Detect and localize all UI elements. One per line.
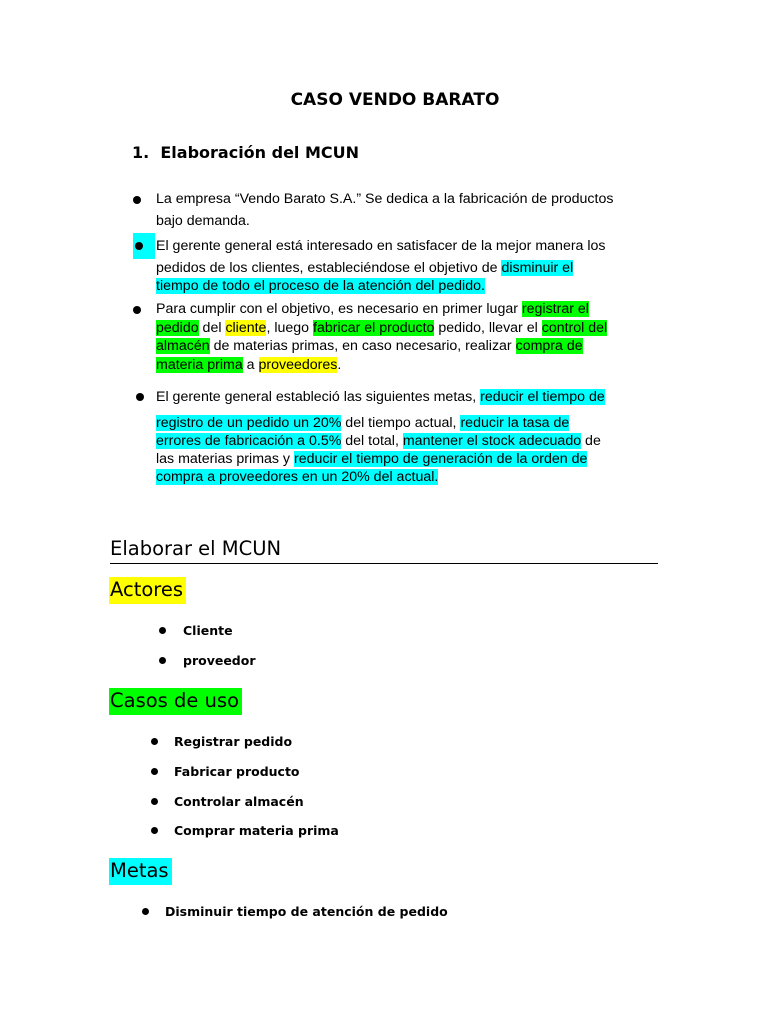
bullet-icon — [159, 657, 166, 664]
bullet-icon — [151, 738, 158, 745]
highlight-text: materia prima — [156, 356, 243, 373]
highlight-text: almacén — [156, 338, 210, 354]
paragraph-4 — [156, 388, 666, 486]
highlight-text: registro de un pedido un 20% — [156, 415, 342, 431]
highlight-text: compra a proveedores en un 20% del actual. — [156, 469, 439, 485]
text-span: pedidos de los clientes, estableciéndose el objetivo de — [156, 260, 502, 276]
highlight-text: compra de — [515, 338, 583, 354]
highlight-text: pedido — [156, 319, 199, 336]
list-item: Comprar materia prima — [174, 823, 339, 838]
bullet-icon — [151, 798, 158, 805]
bullet-icon — [151, 827, 158, 834]
heading-underline — [110, 563, 658, 564]
text-span: de materias primas, en caso necesario, realizar — [209, 338, 516, 354]
section-heading — [132, 143, 359, 162]
bullet-icon — [135, 242, 143, 250]
highlight-text: cliente — [225, 319, 267, 336]
text-span: las materias primas y — [156, 451, 294, 467]
highlight-text: proveedores — [258, 356, 338, 373]
text-span: Para cumplir con el objetivo, es necesario en primer lugar — [156, 301, 522, 317]
paragraph-1 — [156, 190, 666, 230]
paragraph-3 — [156, 300, 666, 374]
bullet-icon — [133, 306, 141, 314]
text-span: del tiempo actual, — [341, 415, 461, 431]
highlight-text: mantener el stock adecuado — [402, 433, 582, 449]
highlight-text: disminuir el — [501, 260, 574, 276]
highlight-text: control del — [541, 319, 608, 336]
bullet-icon — [151, 768, 158, 775]
text-span: de — [581, 433, 601, 449]
bullet-icon — [159, 627, 166, 634]
heading-actores: Actores — [109, 577, 186, 604]
text-line: La empresa “Vendo Barato S.A.” Se dedica a la fabricación de productos — [156, 191, 614, 207]
text-span: del total, — [341, 433, 403, 449]
list-item: Controlar almacén — [174, 794, 304, 809]
text-line: El gerente general está interesado en satisfacer de la mejor manera los — [156, 238, 606, 254]
highlight-text: reducir el tiempo de — [480, 389, 605, 405]
heading-metas: Metas — [109, 858, 172, 885]
list-item: Registrar pedido — [174, 734, 293, 749]
text-span: del — [198, 319, 226, 336]
text-span: a — [242, 356, 259, 373]
highlight-text: errores de fabricación a 0.5% — [156, 433, 342, 449]
document-title: CASO VENDO BARATO — [290, 90, 500, 110]
section-title: Elaboración del MCUN — [160, 143, 360, 162]
section-number: 1. — [132, 143, 150, 162]
bullet-icon — [136, 393, 144, 401]
heading-casos-de-uso: Casos de uso — [109, 688, 242, 715]
highlight-text: fabricar el producto — [313, 319, 435, 336]
highlight-text: registrar el — [521, 301, 589, 317]
bullet-icon — [133, 196, 141, 204]
text-line: bajo demanda. — [156, 213, 250, 229]
list-item: Disminuir tiempo de atención de pedido — [165, 904, 448, 919]
paragraph-2 — [156, 237, 666, 295]
highlight-text: tiempo de todo el proceso de la atención del pedido. — [156, 278, 485, 294]
list-item: Cliente — [183, 623, 233, 638]
text-span: . — [337, 356, 342, 373]
text-span: El gerente general estableció las siguientes metas, — [156, 389, 481, 405]
text-span: pedido, llevar el — [434, 319, 542, 336]
highlight-text: reducir el tiempo de generación de la orden de — [293, 451, 588, 467]
bullet-icon — [142, 908, 149, 915]
highlight-text: reducir la tasa de — [460, 415, 570, 431]
heading-elaborar: Elaborar el MCUN — [110, 537, 282, 560]
text-span: , luego — [266, 319, 313, 336]
list-item: proveedor — [183, 653, 256, 668]
list-item: Fabricar producto — [174, 764, 300, 779]
